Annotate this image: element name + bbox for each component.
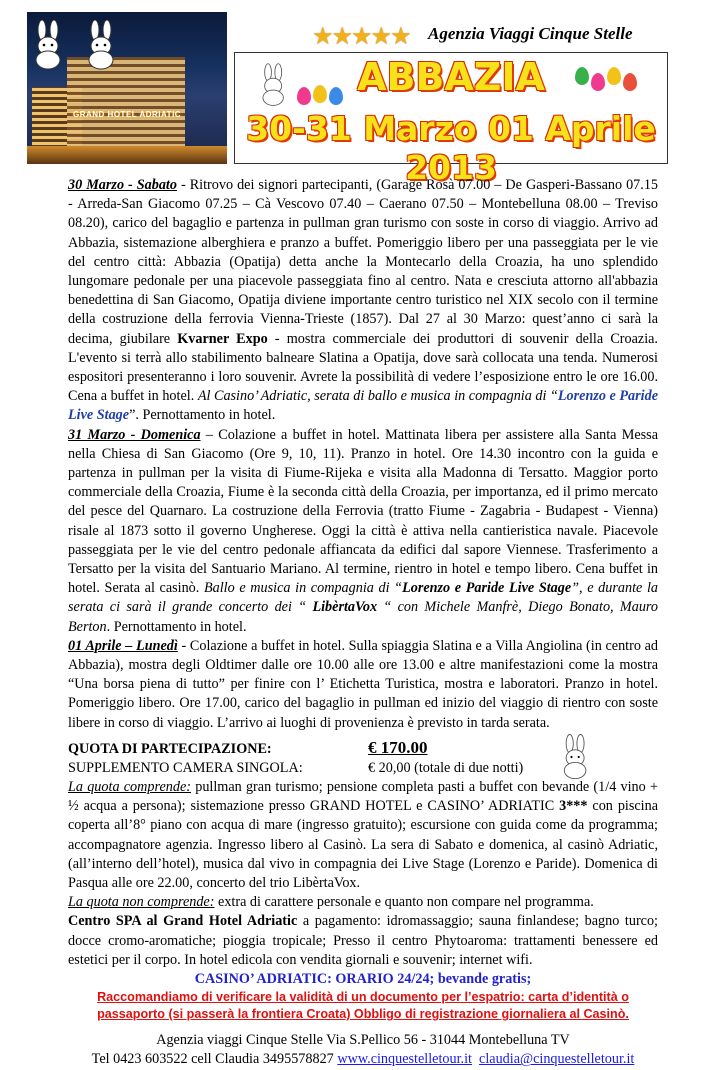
supplement-price: € 20,00 (totale di due notti) xyxy=(368,759,524,776)
includes-paragraph xyxy=(68,778,658,893)
excludes-label: La quota non comprende: xyxy=(68,894,215,911)
day-2-text: . Pernottamento in hotel. xyxy=(106,618,247,635)
document-warning: Raccomandiamo di verificare la validità di un documento per l’espatrio: carta d’identità o passaporto (si passerà la frontiera Croata) Obbligo di registrazione giornaliera al Casinò. xyxy=(97,990,629,1022)
excludes-text: extra di carattere personale e quanto non compare nel programma. xyxy=(214,894,594,911)
quota-label: QUOTA DI PARTECIPAZIONE: xyxy=(68,740,272,757)
casino-hours: CASINO’ ADRIATIC: ORARIO 24/24; bevande gratis; xyxy=(194,970,532,987)
day-2-label: 31 Marzo - Domenica xyxy=(68,426,201,443)
includes-text: con piscina coperta all’8° piano con acqua di mare (ingresso gratuito); escursione con guida come da programma; accompagnatore agenzia. Ingresso libero al Casinò. La sera di Sabato e domenica, al casinò Adriatic, (all’interno dell’hotel), musica dal vivo in compagnia dei Live Stage (Lorenzo e Paride). Domenica di Pasqua alle ore 22.00, concerto del trio LibèrtaVox. xyxy=(68,798,659,891)
footer-phone: Tel 0423 603522 cell Claudia 3495578827 xyxy=(91,1051,338,1068)
day-3-text: - Colazione a buffet in hotel. Sulla spiaggia Slatina e a Villa Angiolina (in centro ad Abbazia), mostra degli Oldtimer dalle ore 10.00 alle ore 13.00 e altre manifestazioni come la mostra “Una borsa piena di tutto” per finire con l’ Etichetta Turistica, mostra e laboratori. Pranzo in hotel. Pomeriggio libero. Ore 17.00, carico del bagaglio in pullman ed inizio del viaggio di rientro con soste libere in corso di viaggio. L’arrivo ai luoghi di provenienza è previsto in tarda serata. xyxy=(68,637,659,731)
quota-price: € 170.00 xyxy=(368,737,428,757)
day-3-label: 01 Aprile – Lunedì xyxy=(68,637,178,654)
day-1-text: - mostra commerciale dei produttori di souvenir della Croazia. L'evento si terrà allo stabilimento balneare Slatina a Opatija, dove sarà collocata una tenda. Numerosi espositori presenteranno i loro souvenir. Avrete la possibilità di vedere l’esposizione entro le ore 16.00. Cena a buffet in hotel. xyxy=(68,330,658,405)
hotel-photo xyxy=(27,12,227,164)
libertavox-name: LibèrtaVox xyxy=(312,599,378,616)
includes-label: La quota comprende: xyxy=(68,778,191,795)
day-1-label: 30 Marzo - Sabato xyxy=(68,177,177,193)
day-2-music: Ballo e musica in compagnia di “ xyxy=(203,580,403,597)
day-1-paragraph xyxy=(68,176,658,426)
program-content xyxy=(68,176,658,1070)
website-link[interactable]: www.cinquestelletour.it xyxy=(337,1051,472,1068)
bunny-icon xyxy=(29,20,69,70)
footer xyxy=(68,1031,658,1069)
rating-stars: ★★★★★ xyxy=(312,24,410,50)
hotel-building xyxy=(67,57,185,155)
title-banner xyxy=(234,52,668,187)
footer-contacts xyxy=(68,1050,658,1069)
spa-paragraph xyxy=(68,912,658,970)
band-name: Lorenzo e Paride Live Stage xyxy=(68,388,658,424)
day-1-text: ”. Pernottamento in hotel. xyxy=(129,407,276,424)
day-2-music: “ con Michele Manfrè, Diego Bonato, Mauro Berton xyxy=(68,599,659,635)
spa-text: a pagamento: idromassaggio; sauna finlandese; bagno turco; docce cromo-aromatiche; pioggia tropicale; Presso il centro Phytoaroma: trattamenti benessere ed estetici per il corpo. In hotel edicola con vendita giornali e souvenir; internet wifi. xyxy=(68,913,659,968)
day-2-paragraph xyxy=(68,426,658,637)
includes-text: pullman gran turismo; pensione completa pasti a buffet con bevande (1/4 vino + ½ acqua a persona); sistemazione presso GRAND HOTEL e CASINO’ ADRIATIC xyxy=(68,778,658,815)
day-3-paragraph xyxy=(68,637,658,733)
hotel-sign: GRAND HOTEL ADRIATIC xyxy=(73,110,182,119)
agency-name: Agenzia Viaggi Cinque Stelle xyxy=(428,24,633,43)
kvarner-expo: Kvarner Expo xyxy=(177,330,268,347)
band-name: Lorenzo e Paride Live Stage xyxy=(402,580,572,597)
hotel-stars: 3*** xyxy=(559,798,588,815)
quota-row xyxy=(68,737,658,759)
day-1-casino: Al Casino’ Adriatic, serata di ballo e musica in compagnia di “ xyxy=(197,388,558,405)
supplement-row xyxy=(68,759,658,778)
bunny-icon xyxy=(82,20,122,70)
supplement-label: SUPPLEMENTO CAMERA SINGOLA: xyxy=(68,759,303,776)
day-2-text: – Colazione a buffet in hotel. Mattinata libera per assistere alla Santa Messa nella Chiesa di San Giacomo (Ore 9, 10, 11). Pranzo in hotel. Ore 14.30 incontro con la guida e partenza in pullman per la visita di Fiume-Rijeka e visita alla Madonna di Tersatto. Maggior porto commerciale della Croazia, Fiume è la seconda città della Croazia, per importanza, ed il primo mercato del pesce del Quarnaro. La costruzione della Ferrovia (tratto Fiume - Zagabria - Budapest - Vienna) risale al 1873 sotto il governo Ungherese. Oggi la città è attiva nella cantieristica navale. Piacevole passeggiata per le vie del centro pedonale affiancata da edifici dal sapore Viennese. Trasferimento a Tersatto per la visita del Santuario Mariano. Al termine, rientro in hotel e tempo libero. Cena buffet in hotel. Serata al casinò. xyxy=(68,426,658,597)
excludes-paragraph xyxy=(68,893,658,912)
hotel-ground xyxy=(27,146,227,164)
email-link[interactable]: claudia@cinquestelletour.it xyxy=(479,1051,635,1068)
trip-dates: 30-31 Marzo 01 Aprile 2013 xyxy=(246,109,656,187)
destination-title: ABBAZIA xyxy=(357,55,545,99)
day-1-text: - Ritrovo dei signori partecipanti, (Garage Rosà 07.00 – De Gasperi-Bassano 07.15 - Arreda-San Giacomo 07.25 – Cà Vescovo 07.40 – Caerano 07.50 – Montebelluna 08.00 – Treviso 08.20), carico del bagaglio e partenza in pullman gran turismo con soste in corso di viaggio. Arrivo ad Abbazia, sistemazione alberghiera e pranzo a buffet. Pomeriggio libero per una passeggiata per le vie del centro città: Abbazia (Opatija) detta anche la Montecarlo della Croazia, ha uno splendido lungomare pedonale per una piacevole passeggiata fino al centro. Nata e cresciuta attorno all'abbazia benedettina di San Giacomo, Opatija diviene importante centro turistico nel XIX secolo con il termine della costruzione della ferrovia Vienna-Trieste (1857). Dal 27 al 30 Marzo: quest’anno ci sarà la decima, giubilare xyxy=(68,177,659,347)
footer-address: Agenzia viaggi Cinque Stelle Via S.Pellico 56 - 31044 Montebelluna TV xyxy=(156,1032,570,1049)
spa-label: Centro SPA al Grand Hotel Adriatic xyxy=(68,913,298,930)
day-2-music: ”, e durante la serata ci sarà il grande concerto dei “ xyxy=(68,580,658,616)
